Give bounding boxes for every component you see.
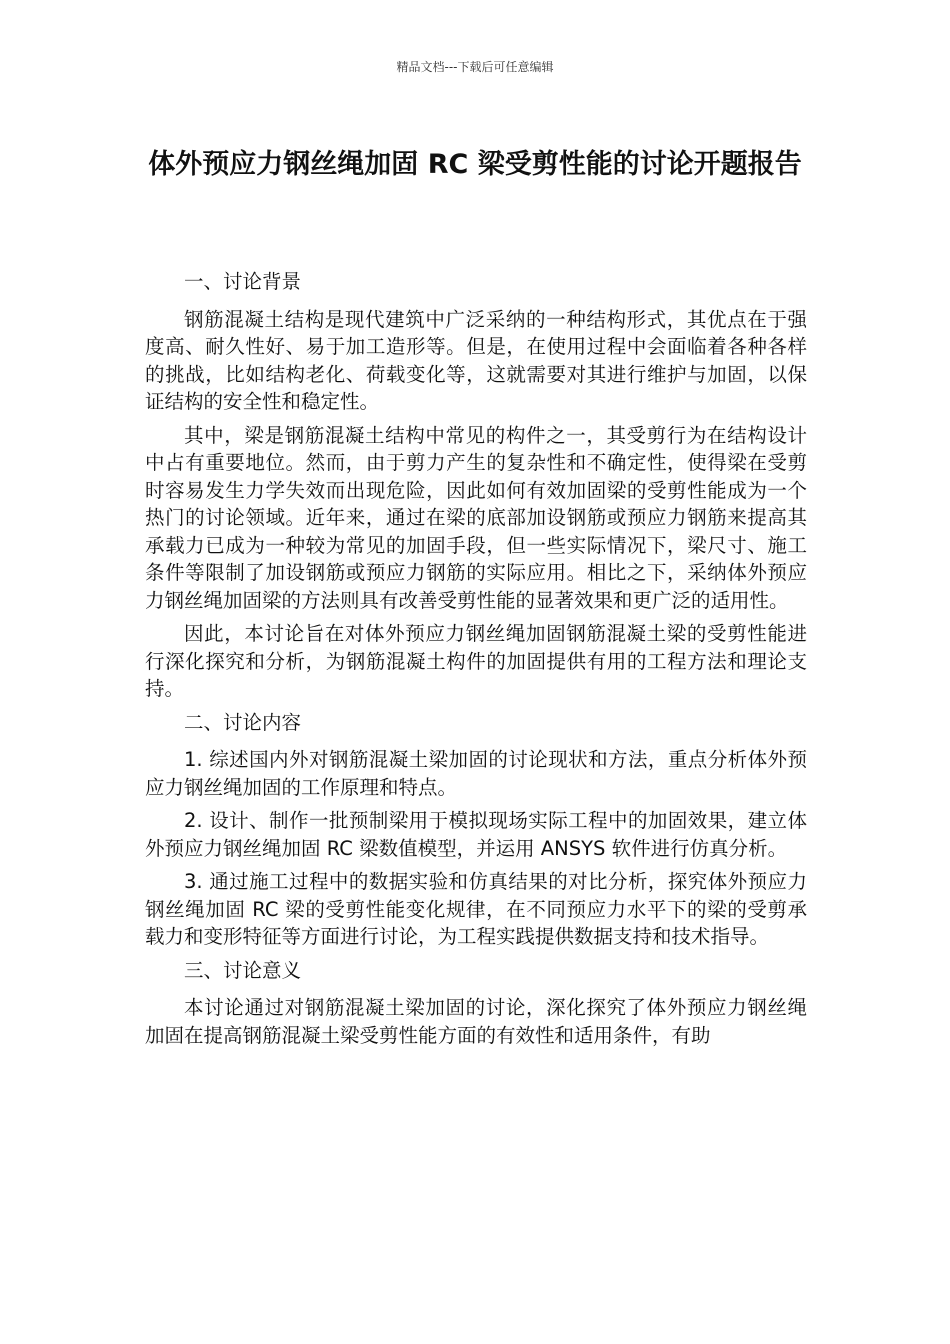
document-body xyxy=(145,268,807,1055)
paragraph: 因此，本讨论旨在对体外预应力钢丝绳加固钢筋混凝土梁的受剪性能进行深化探究和分析，为钢筋混凝土构件的加固提供有用的工程方法和理论支持。 xyxy=(145,622,807,700)
list-item: 2. 设计、制作一批预制梁用于模拟现场实际工程中的加固效果，建立体外预应力钢丝绳加固 RC 梁数值模型，并运用 ANSYS 软件进行仿真分析。 xyxy=(145,809,807,860)
paragraph: 其中，梁是钢筋混凝土结构中常见的构件之一，其受剪行为在结构设计中占有重要地位。然而，由于剪力产生的复杂性和不确定性，使得梁在受剪时容易发生力学失效而出现危险，因此如何有效加固梁的受剪性能成为一个热门的讨论领域。近年来，通过在梁的底部加设钢筋或预应力钢筋来提高其承载力已成为一种较为常见的加固手段，但一些实际情况下，梁尺寸、施工条件等限制了加设钢筋或预应力钢筋的实际应用。相比之下，采纳体外预应力钢丝绳加固梁的方法则具有改善受剪性能的显著效果和更广泛的适用性。 xyxy=(145,423,807,612)
section-heading-content: 二、讨论内容 xyxy=(184,710,302,734)
list-item: 1. 综述国内外对钢筋混凝土梁加固的讨论现状和方法，重点分析体外预应力钢丝绳加固的工作原理和特点。 xyxy=(145,748,807,799)
paragraph: 钢筋混凝土结构是现代建筑中广泛采纳的一种结构形式，其优点在于强度高、耐久性好、易于加工造形等。但是，在使用过程中会面临着各种各样的挑战，比如结构老化、荷载变化等，这就需要对其进行维护与加固，以保证结构的安全性和稳定性。 xyxy=(145,307,807,413)
list-item: 3. 通过施工过程中的数据实验和仿真结果的对比分析，探究体外预应力钢丝绳加固 RC 梁的受剪性能变化规律，在不同预应力水平下的梁的受剪承载力和变形特征等方面进行讨论，为工程实践提供数据支持和技术指导。 xyxy=(145,870,807,948)
paragraph: 本讨论通过对钢筋混凝土梁加固的讨论，深化探究了体外预应力钢丝绳加固在提高钢筋混凝土梁受剪性能方面的有效性和适用条件，有助 xyxy=(145,996,807,1047)
section-heading-background: 一、讨论背景 xyxy=(184,270,302,293)
section-heading-significance: 三、讨论意义 xyxy=(184,958,302,982)
header-note: 精品文档---下载后可任意编辑 xyxy=(396,60,554,74)
document-title: 体外预应力钢丝绳加固 RC 梁受剪性能的讨论开题报告 xyxy=(148,149,802,180)
